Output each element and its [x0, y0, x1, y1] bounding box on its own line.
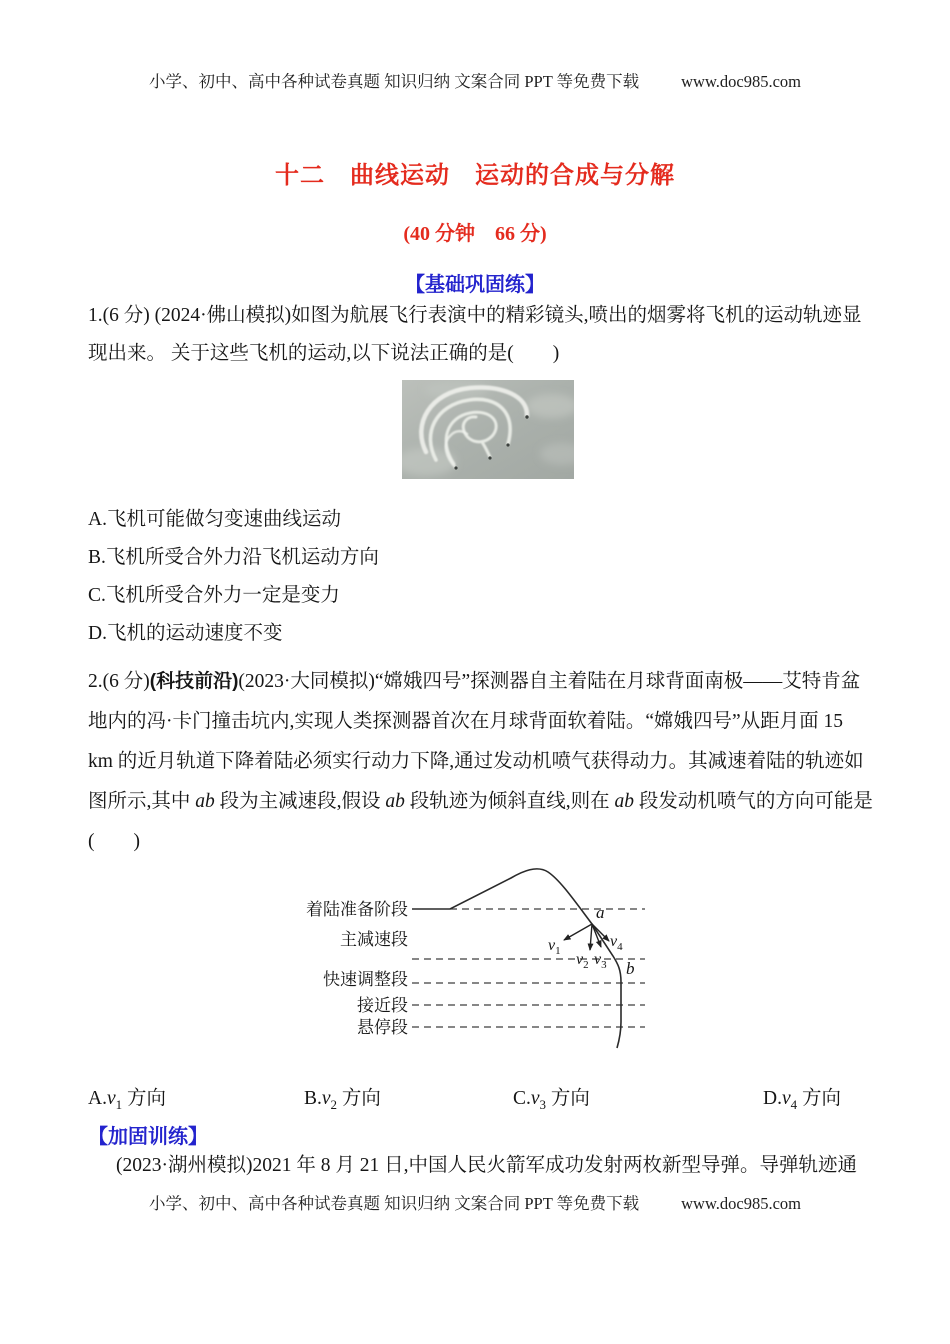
q1-option-d: D.飞机的运动速度不变 [88, 623, 283, 644]
q2-stem-line-2: 地内的冯·卡门撞击坑内,实现人类探测器首次在月球背面软着陆。“嫦娥四号”从距月面 15 [88, 711, 844, 732]
q1-option-b: B.飞机所受合外力沿飞机运动方向 [88, 547, 379, 568]
q2-c-v: v [530, 1088, 540, 1109]
q2-a-sub: 1 [115, 1096, 123, 1112]
q2-b-sub: 2 [330, 1096, 338, 1112]
question-1-options [88, 501, 878, 653]
q1-option-a: A.飞机可能做匀变速曲线运动 [88, 509, 341, 530]
arrow-v4 [592, 924, 609, 941]
v3-label: $v_3$ [594, 951, 607, 971]
q1-option-c: C.飞机所受合外力一定是变力 [88, 585, 340, 606]
stage-label-main-decel: 主减速段 [340, 930, 408, 949]
v2-label: $v_2$ [576, 951, 589, 971]
v4-label: $v_4$ [610, 933, 623, 953]
q1-stem-line-1: 1.(6 分) (2024·佛山模拟)如图为航展飞行表演中的精彩镜头,喷出的烟雾将飞机的运动轨迹显 [88, 305, 862, 326]
q2-b-prefix: B. [304, 1088, 322, 1109]
page-title: 十二 曲线运动 运动的合成与分解 [275, 162, 675, 189]
section-basic-heading: 【基础巩固练】 [405, 274, 545, 296]
extra-training-text [88, 1153, 906, 1179]
q2-stem-line-3: km 的近月轨道下降着陆必须实行动力下降,通过发动机喷气获得动力。其减速着陆的轨迹如 [88, 751, 864, 772]
extra-text-line-1: (2023·湖州模拟)2021 年 8 月 21 日,中国人民火箭军成功发射两枚新型导弹。导弹轨迹通 [116, 1155, 857, 1176]
footer-text: 小学、初中、高中各种试卷真题 知识归纳 文案合同 PPT 等免费下载 [148, 1194, 640, 1213]
q2-l4-p1: 图所示,其中 [88, 791, 196, 812]
footer-url: www.doc985.com [681, 1194, 802, 1213]
header-url: www.doc985.com [681, 72, 802, 91]
duration-score: (40 分钟 66 分) [403, 223, 547, 245]
v1-label: $v_1$ [548, 937, 561, 957]
q2-l4-ab2: ab [385, 791, 405, 812]
q2-l4-p3: 段轨迹为倾斜直线,则在 [404, 791, 615, 812]
q2-d-v: v [781, 1088, 791, 1109]
q2-b-v: v [321, 1088, 331, 1109]
q2-option-a [88, 1082, 166, 1110]
q2-l4-p4: 段发动机喷气的方向可能是 [634, 791, 873, 812]
stage-labels [306, 899, 408, 1037]
page-header [0, 68, 950, 92]
section-extra-heading: 【加固训练】 [88, 1126, 208, 1148]
q2-option-d [763, 1082, 841, 1110]
question-2-options [0, 1082, 950, 1112]
q2-b-suffix: 方向 [337, 1088, 381, 1109]
q2-d-prefix: D. [763, 1088, 782, 1109]
q2-line1-rest: (2023·大同模拟)“嫦娥四号”探测器自主着陆在月球背面南极——艾特肯盆 [238, 671, 861, 692]
q2-a-prefix: A. [88, 1088, 107, 1109]
q2-option-c [513, 1082, 590, 1110]
q2-l4-p2: 段为主减速段,假设 [214, 791, 386, 812]
q2-a-v: v [106, 1088, 116, 1109]
stage-label-hover: 悬停段 [357, 1018, 408, 1037]
q2-option-b [304, 1082, 381, 1110]
q2-stem-line-1 [88, 662, 878, 702]
stage-label-approach: 接近段 [357, 996, 408, 1015]
q2-l4-ab3: ab [614, 791, 635, 812]
q2-a-suffix: 方向 [122, 1088, 167, 1109]
descent-stages-diagram [300, 856, 660, 1056]
q2-c-suffix: 方向 [546, 1088, 590, 1109]
stage-label-preparation: 着陆准备阶段 [306, 900, 408, 919]
q2-stem-line-5: ( ) [88, 831, 140, 852]
q2-c-prefix: C. [513, 1088, 531, 1109]
point-b-label: b [626, 959, 635, 978]
stage-boundary-lines [412, 909, 645, 1027]
q1-stem-line-2: 现出来。 关于这些飞机的运动,以下说法正确的是( ) [88, 343, 560, 364]
q2-d-sub: 4 [790, 1096, 798, 1112]
page-footer [0, 1190, 950, 1214]
descent-trajectory-curve [412, 869, 621, 1048]
arrow-v2 [590, 924, 592, 950]
q2-c-sub: 3 [539, 1096, 547, 1112]
question-2-stem [88, 662, 878, 862]
airshow-photo [402, 380, 574, 479]
q2-l4-ab1: ab [195, 791, 215, 812]
point-a-label: a [596, 903, 605, 922]
velocity-arrows [564, 924, 609, 950]
question-1-stem [88, 297, 878, 373]
arrow-v1 [564, 924, 592, 940]
airshow-photo-svg [402, 380, 574, 479]
header-text: 小学、初中、高中各种试卷真题 知识归纳 文案合同 PPT 等免费下载 [148, 72, 640, 91]
q2-stem-line-4 [88, 782, 878, 822]
descent-diagram-svg [300, 856, 660, 1056]
q2-d-suffix: 方向 [797, 1088, 842, 1109]
q2-tag-keji: (科技前沿) [149, 671, 239, 692]
q2-number: 2.(6 分) [88, 671, 150, 692]
stage-label-quick-adjust: 快速调整段 [323, 970, 408, 989]
vector-labels [548, 933, 623, 971]
